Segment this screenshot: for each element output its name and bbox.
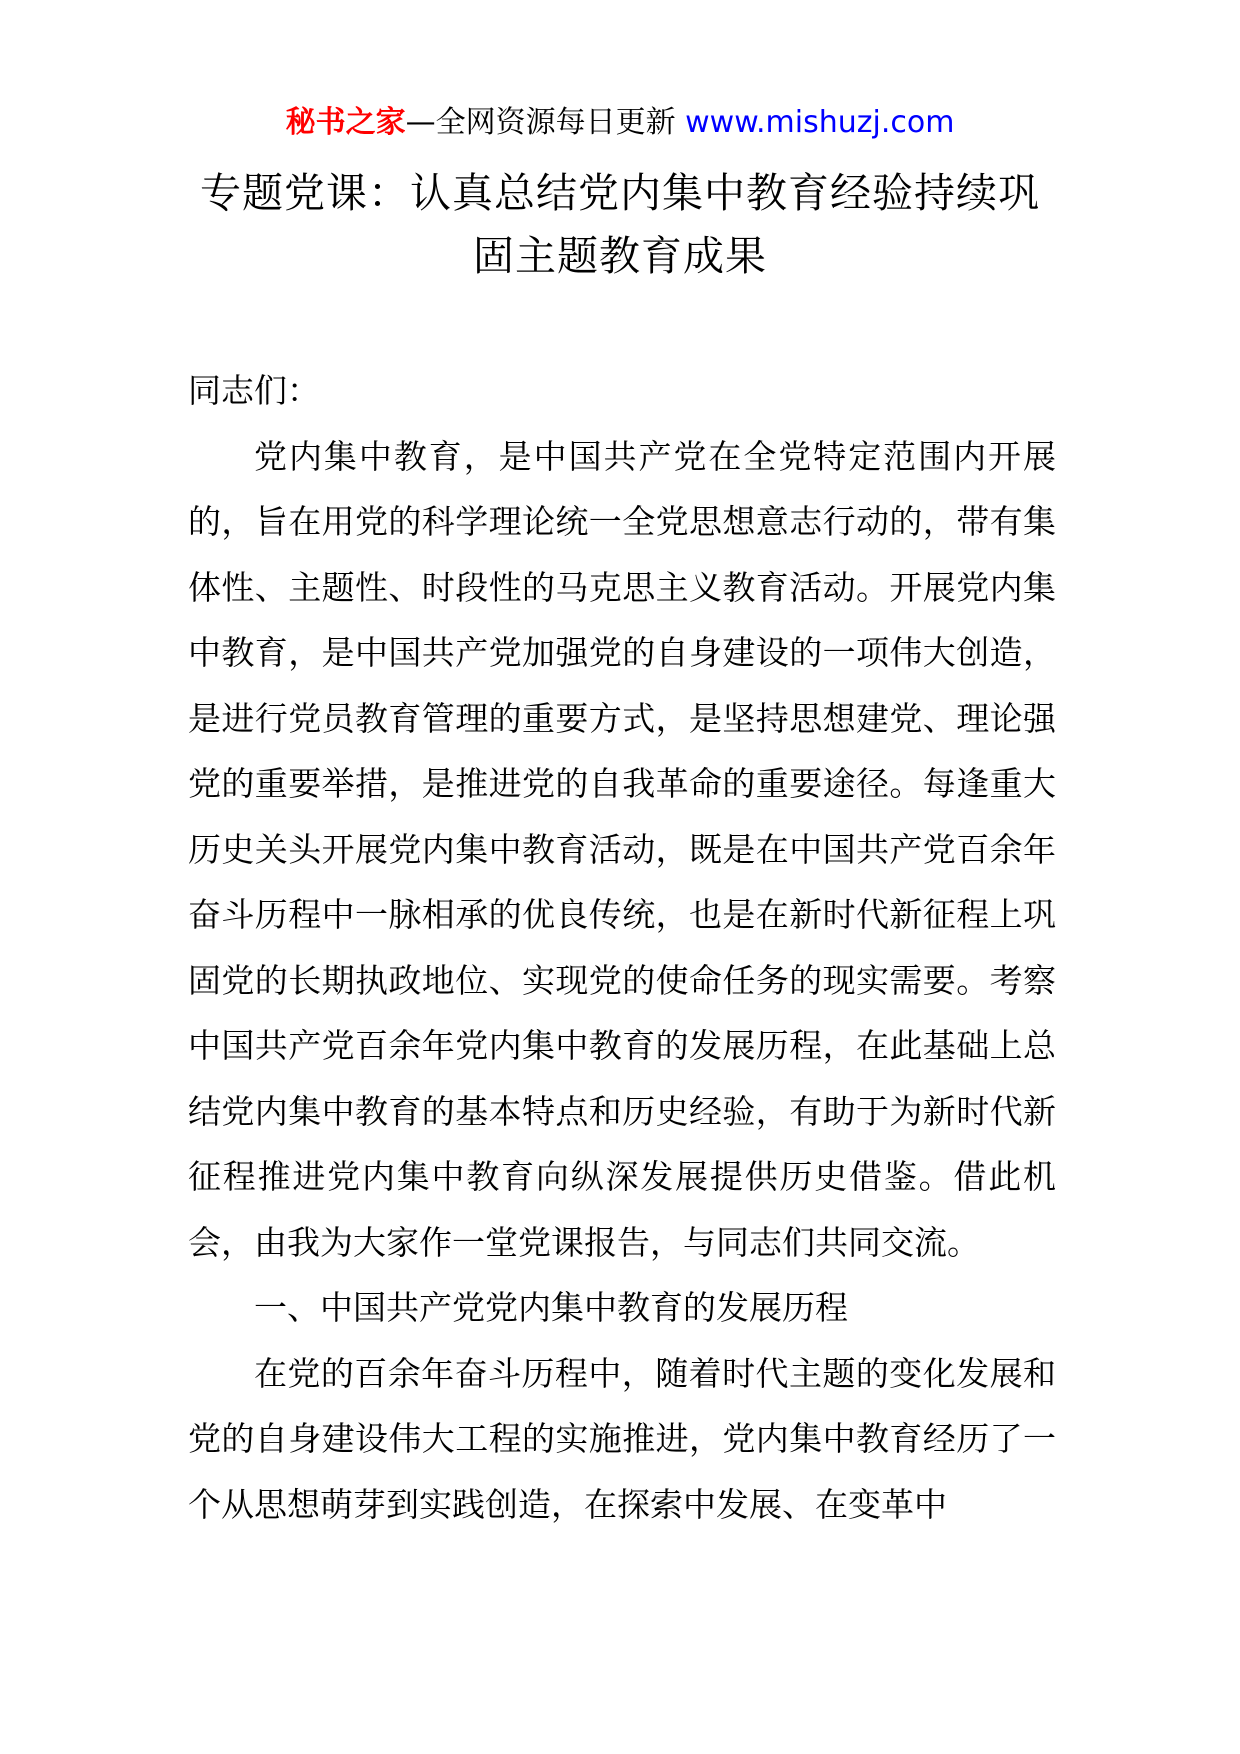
document-title (190, 162, 1050, 288)
brand-name: 秘书之家 (285, 105, 406, 140)
banner-slogan: —全网资源每日更新 (405, 105, 676, 140)
section-heading: 一、中国共产党党内集中教育的发展历程 (254, 1288, 848, 1327)
paragraph: 党内集中教育，是中国共产党在全党特定范围内开展的，旨在用党的科学理论统一全党思想意志行动的，带有集体性、主题性、时段性的马克思主义教育活动。开展党内集中教育，是中国共产党加强党的自身建设的一项伟大创造，是进行党员教育管理的重要方式，是坚持思想建党、理论强党的重要举措，是推进党的自我革命的重要途径。每逢重大历史关头开展党内集中教育活动，既是在中国共产党百余年奋斗历程中一脉相承的优良传统，也是在新时代新征程上巩固党的长期执政地位、实现党的使命任务的现实需要。考察中国共产党百余年党内集中教育的发展历程，在此基础上总结党内集中教育的基本特点和历史经验，有助于为新时代新征程推进党内集中教育向纵深发展提供历史借鉴。借此机会，由我为大家作一堂党课报告，与同志们共同交流。 (188, 436, 1056, 1262)
document-body (188, 358, 1056, 1537)
salutation: 同志们： (188, 371, 320, 410)
site-banner (0, 100, 1240, 146)
title-line-2: 固主题教育成果 (473, 232, 767, 280)
paragraph: 在党的百余年奋斗历程中，随着时代主题的变化发展和党的自身建设伟大工程的实施推进，党内集中教育经历了一个从思想萌芽到实践创造，在探索中发展、在变革中 (188, 1353, 1056, 1524)
title-line-1: 专题党课：认真总结党内集中教育经验持续巩 (200, 169, 1040, 217)
site-url-link[interactable]: www.mishuzj.com (685, 105, 955, 140)
